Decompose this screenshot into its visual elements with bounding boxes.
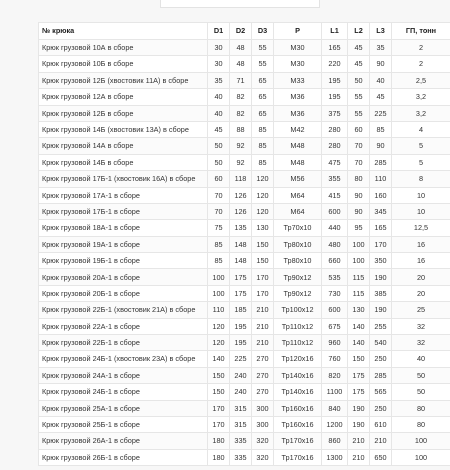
cell-p: Тр140х16 — [274, 384, 322, 400]
cell-capacity: 80 — [392, 400, 450, 416]
cell-p: Тр160х16 — [274, 416, 322, 432]
cell-l2: 55 — [348, 105, 370, 121]
cell-hook-name: Крюк грузовой 26Б-1 в сборе — [39, 449, 208, 465]
header-hook-number: № крюка — [39, 23, 208, 40]
cell-p: Тр90х12 — [274, 269, 322, 285]
cell-p: Тр170х16 — [274, 449, 322, 465]
cell-l1: 1300 — [322, 449, 348, 465]
cell-hook-name: Крюк грузовой 17Б-1 в сборе — [39, 203, 208, 219]
hooks-table — [38, 22, 450, 466]
cell-capacity: 4 — [392, 121, 450, 137]
cell-hook-name: Крюк грузовой 22А-1 в сборе — [39, 318, 208, 334]
cell-hook-name: Крюк грузовой 14Б (хвостовик 13А) в сборе — [39, 121, 208, 137]
cell-d3: 55 — [252, 56, 274, 72]
table-row — [39, 105, 450, 121]
header-d1: D1 — [208, 23, 230, 40]
cell-d2: 335 — [230, 449, 252, 465]
cell-l3: 160 — [370, 187, 392, 203]
cell-d2: 126 — [230, 203, 252, 219]
table-row — [39, 220, 450, 236]
cell-l2: 210 — [348, 449, 370, 465]
cell-p: Тр140х16 — [274, 367, 322, 383]
cell-d3: 65 — [252, 105, 274, 121]
cell-d2: 48 — [230, 40, 252, 56]
cell-capacity: 3,2 — [392, 105, 450, 121]
header-l1: L1 — [322, 23, 348, 40]
cell-l1: 600 — [322, 302, 348, 318]
cell-hook-name: Крюк грузовой 10Б в сборе — [39, 56, 208, 72]
cell-d2: 92 — [230, 138, 252, 154]
cell-d1: 100 — [208, 285, 230, 301]
cell-d2: 225 — [230, 351, 252, 367]
hooks-table-container — [38, 22, 450, 466]
table-row — [39, 302, 450, 318]
cell-d2: 148 — [230, 236, 252, 252]
cell-d1: 40 — [208, 105, 230, 121]
cell-l1: 675 — [322, 318, 348, 334]
cell-hook-name: Крюк грузовой 12Б (хвостовик 11А) в сборе — [39, 72, 208, 88]
cell-l1: 220 — [322, 56, 348, 72]
cell-capacity: 80 — [392, 416, 450, 432]
cell-hook-name: Крюк грузовой 17А-1 в сборе — [39, 187, 208, 203]
cell-hook-name: Крюк грузовой 20Б-1 в сборе — [39, 285, 208, 301]
cell-d3: 320 — [252, 433, 274, 449]
cell-p: Тр100х12 — [274, 302, 322, 318]
cell-capacity: 100 — [392, 449, 450, 465]
cell-p: Тр170х16 — [274, 433, 322, 449]
cell-hook-name: Крюк грузовой 14Б в сборе — [39, 154, 208, 170]
cell-l3: 210 — [370, 433, 392, 449]
cell-capacity: 10 — [392, 203, 450, 219]
cell-p: М36 — [274, 105, 322, 121]
cell-l2: 130 — [348, 302, 370, 318]
cell-l1: 760 — [322, 351, 348, 367]
cell-hook-name: Крюк грузовой 22Б-1 в сборе — [39, 335, 208, 351]
cell-l2: 150 — [348, 351, 370, 367]
top-tab — [160, 0, 320, 8]
cell-l2: 80 — [348, 171, 370, 187]
cell-d2: 92 — [230, 154, 252, 170]
cell-l3: 650 — [370, 449, 392, 465]
table-row — [39, 121, 450, 137]
cell-l1: 730 — [322, 285, 348, 301]
header-d2: D2 — [230, 23, 252, 40]
cell-l3: 350 — [370, 253, 392, 269]
cell-d3: 120 — [252, 187, 274, 203]
table-header-row — [39, 23, 450, 40]
cell-d2: 315 — [230, 400, 252, 416]
cell-d2: 88 — [230, 121, 252, 137]
cell-d3: 150 — [252, 253, 274, 269]
cell-d3: 120 — [252, 203, 274, 219]
cell-capacity: 20 — [392, 269, 450, 285]
cell-l2: 70 — [348, 138, 370, 154]
table-row — [39, 56, 450, 72]
cell-p: М33 — [274, 72, 322, 88]
cell-p: Тр160х16 — [274, 400, 322, 416]
cell-l2: 45 — [348, 56, 370, 72]
cell-l2: 210 — [348, 433, 370, 449]
cell-capacity: 2 — [392, 56, 450, 72]
cell-d1: 150 — [208, 367, 230, 383]
cell-capacity: 50 — [392, 367, 450, 383]
cell-capacity: 8 — [392, 171, 450, 187]
cell-d1: 180 — [208, 433, 230, 449]
cell-d3: 55 — [252, 40, 274, 56]
cell-l1: 415 — [322, 187, 348, 203]
cell-l2: 90 — [348, 203, 370, 219]
cell-l1: 820 — [322, 367, 348, 383]
cell-d3: 120 — [252, 171, 274, 187]
cell-d2: 82 — [230, 105, 252, 121]
cell-l3: 250 — [370, 400, 392, 416]
cell-hook-name: Крюк грузовой 17Б-1 (хвостовик 16А) в сборе — [39, 171, 208, 187]
cell-d3: 85 — [252, 138, 274, 154]
cell-l3: 610 — [370, 416, 392, 432]
cell-l2: 140 — [348, 318, 370, 334]
cell-d2: 315 — [230, 416, 252, 432]
cell-l1: 660 — [322, 253, 348, 269]
table-row — [39, 89, 450, 105]
table-row — [39, 253, 450, 269]
cell-d3: 65 — [252, 72, 274, 88]
cell-capacity: 32 — [392, 318, 450, 334]
cell-d3: 320 — [252, 449, 274, 465]
cell-l3: 110 — [370, 171, 392, 187]
cell-d3: 85 — [252, 154, 274, 170]
cell-capacity: 5 — [392, 154, 450, 170]
cell-d1: 85 — [208, 236, 230, 252]
cell-l1: 280 — [322, 121, 348, 137]
cell-d1: 30 — [208, 40, 230, 56]
table-row — [39, 40, 450, 56]
table-row — [39, 138, 450, 154]
cell-l3: 225 — [370, 105, 392, 121]
cell-p: Тр120х16 — [274, 351, 322, 367]
cell-capacity: 16 — [392, 253, 450, 269]
cell-l2: 95 — [348, 220, 370, 236]
cell-d3: 270 — [252, 384, 274, 400]
cell-hook-name: Крюк грузовой 25Б-1 в сборе — [39, 416, 208, 432]
cell-l2: 175 — [348, 384, 370, 400]
cell-l1: 195 — [322, 89, 348, 105]
cell-d2: 148 — [230, 253, 252, 269]
cell-capacity: 2 — [392, 40, 450, 56]
cell-d1: 75 — [208, 220, 230, 236]
cell-d2: 185 — [230, 302, 252, 318]
cell-l1: 600 — [322, 203, 348, 219]
cell-d3: 210 — [252, 302, 274, 318]
cell-d1: 70 — [208, 203, 230, 219]
table-row — [39, 367, 450, 383]
table-row — [39, 384, 450, 400]
cell-hook-name: Крюк грузовой 20А-1 в сборе — [39, 269, 208, 285]
cell-d2: 175 — [230, 269, 252, 285]
cell-p: М56 — [274, 171, 322, 187]
cell-l2: 100 — [348, 253, 370, 269]
cell-l2: 190 — [348, 400, 370, 416]
cell-l1: 355 — [322, 171, 348, 187]
cell-d3: 65 — [252, 89, 274, 105]
table-row — [39, 236, 450, 252]
cell-l1: 1100 — [322, 384, 348, 400]
table-row — [39, 449, 450, 465]
cell-d3: 85 — [252, 121, 274, 137]
cell-hook-name: Крюк грузовой 22Б-1 (хвостовик 21А) в сборе — [39, 302, 208, 318]
cell-capacity: 50 — [392, 384, 450, 400]
cell-hook-name: Крюк грузовой 25А-1 в сборе — [39, 400, 208, 416]
cell-p: М48 — [274, 154, 322, 170]
cell-hook-name: Крюк грузовой 19А-1 в сборе — [39, 236, 208, 252]
cell-l2: 115 — [348, 285, 370, 301]
header-d3: D3 — [252, 23, 274, 40]
cell-d1: 140 — [208, 351, 230, 367]
cell-d2: 82 — [230, 89, 252, 105]
cell-d1: 180 — [208, 449, 230, 465]
cell-d2: 195 — [230, 318, 252, 334]
cell-l2: 70 — [348, 154, 370, 170]
cell-capacity: 25 — [392, 302, 450, 318]
cell-l3: 165 — [370, 220, 392, 236]
cell-d3: 270 — [252, 367, 274, 383]
cell-hook-name: Крюк грузовой 12А в сборе — [39, 89, 208, 105]
cell-d3: 130 — [252, 220, 274, 236]
cell-d2: 48 — [230, 56, 252, 72]
cell-l1: 1200 — [322, 416, 348, 432]
cell-l3: 285 — [370, 367, 392, 383]
cell-hook-name: Крюк грузовой 24Б-1 в сборе — [39, 384, 208, 400]
cell-hook-name: Крюк грузовой 18А-1 в сборе — [39, 220, 208, 236]
header-l2: L2 — [348, 23, 370, 40]
cell-l3: 190 — [370, 269, 392, 285]
table-row — [39, 351, 450, 367]
cell-d2: 71 — [230, 72, 252, 88]
table-row — [39, 187, 450, 203]
cell-l3: 85 — [370, 121, 392, 137]
table-row — [39, 203, 450, 219]
cell-capacity: 3,2 — [392, 89, 450, 105]
cell-d1: 170 — [208, 416, 230, 432]
cell-l3: 540 — [370, 335, 392, 351]
cell-hook-name: Крюк грузовой 24А-1 в сборе — [39, 367, 208, 383]
cell-p: М30 — [274, 56, 322, 72]
cell-p: М30 — [274, 40, 322, 56]
table-row — [39, 318, 450, 334]
table-row — [39, 72, 450, 88]
cell-d1: 120 — [208, 318, 230, 334]
cell-d2: 118 — [230, 171, 252, 187]
cell-p: М64 — [274, 203, 322, 219]
cell-l3: 90 — [370, 138, 392, 154]
cell-l2: 190 — [348, 416, 370, 432]
cell-hook-name: Крюк грузовой 24Б-1 (хвостовик 23А) в сборе — [39, 351, 208, 367]
cell-d3: 210 — [252, 335, 274, 351]
cell-d1: 150 — [208, 384, 230, 400]
cell-l3: 170 — [370, 236, 392, 252]
cell-d2: 240 — [230, 384, 252, 400]
cell-d3: 300 — [252, 400, 274, 416]
cell-l3: 35 — [370, 40, 392, 56]
table-row — [39, 433, 450, 449]
cell-d1: 45 — [208, 121, 230, 137]
cell-l1: 280 — [322, 138, 348, 154]
cell-l2: 45 — [348, 40, 370, 56]
cell-capacity: 2,5 — [392, 72, 450, 88]
header-l3: L3 — [370, 23, 392, 40]
cell-d1: 170 — [208, 400, 230, 416]
cell-d1: 50 — [208, 138, 230, 154]
cell-capacity: 40 — [392, 351, 450, 367]
cell-l1: 535 — [322, 269, 348, 285]
cell-d2: 195 — [230, 335, 252, 351]
table-row — [39, 400, 450, 416]
cell-d1: 40 — [208, 89, 230, 105]
cell-d1: 120 — [208, 335, 230, 351]
cell-d2: 135 — [230, 220, 252, 236]
cell-l3: 250 — [370, 351, 392, 367]
cell-hook-name: Крюк грузовой 12Б в сборе — [39, 105, 208, 121]
cell-l1: 480 — [322, 236, 348, 252]
cell-l3: 40 — [370, 72, 392, 88]
cell-d2: 175 — [230, 285, 252, 301]
table-row — [39, 154, 450, 170]
cell-capacity: 12,5 — [392, 220, 450, 236]
cell-p: М48 — [274, 138, 322, 154]
cell-d1: 85 — [208, 253, 230, 269]
cell-hook-name: Крюк грузовой 14А в сборе — [39, 138, 208, 154]
cell-d2: 126 — [230, 187, 252, 203]
cell-d2: 240 — [230, 367, 252, 383]
cell-l3: 255 — [370, 318, 392, 334]
cell-d3: 210 — [252, 318, 274, 334]
cell-d1: 30 — [208, 56, 230, 72]
cell-d2: 335 — [230, 433, 252, 449]
cell-p: М36 — [274, 89, 322, 105]
cell-l2: 100 — [348, 236, 370, 252]
cell-d3: 170 — [252, 269, 274, 285]
cell-l2: 60 — [348, 121, 370, 137]
cell-l2: 50 — [348, 72, 370, 88]
cell-p: Тр110х12 — [274, 318, 322, 334]
cell-l2: 115 — [348, 269, 370, 285]
cell-d1: 110 — [208, 302, 230, 318]
cell-l3: 45 — [370, 89, 392, 105]
cell-l3: 285 — [370, 154, 392, 170]
cell-capacity: 5 — [392, 138, 450, 154]
cell-l3: 90 — [370, 56, 392, 72]
cell-l2: 140 — [348, 335, 370, 351]
cell-hook-name: Крюк грузовой 10А в сборе — [39, 40, 208, 56]
cell-p: Тр110х12 — [274, 335, 322, 351]
cell-l1: 440 — [322, 220, 348, 236]
cell-capacity: 20 — [392, 285, 450, 301]
cell-d1: 35 — [208, 72, 230, 88]
cell-l3: 190 — [370, 302, 392, 318]
cell-hook-name: Крюк грузовой 26А-1 в сборе — [39, 433, 208, 449]
header-p: P — [274, 23, 322, 40]
cell-capacity: 16 — [392, 236, 450, 252]
cell-d3: 300 — [252, 416, 274, 432]
table-row — [39, 335, 450, 351]
cell-p: М42 — [274, 121, 322, 137]
cell-l2: 55 — [348, 89, 370, 105]
cell-p: М64 — [274, 187, 322, 203]
cell-l1: 840 — [322, 400, 348, 416]
cell-capacity: 100 — [392, 433, 450, 449]
cell-d3: 170 — [252, 285, 274, 301]
cell-l3: 565 — [370, 384, 392, 400]
cell-l1: 165 — [322, 40, 348, 56]
cell-hook-name: Крюк грузовой 19Б-1 в сборе — [39, 253, 208, 269]
cell-capacity: 32 — [392, 335, 450, 351]
cell-l1: 375 — [322, 105, 348, 121]
cell-l3: 345 — [370, 203, 392, 219]
table-row — [39, 416, 450, 432]
table-row — [39, 269, 450, 285]
cell-p: Тр70х10 — [274, 220, 322, 236]
cell-l3: 385 — [370, 285, 392, 301]
cell-l2: 175 — [348, 367, 370, 383]
cell-p: Тр80х10 — [274, 236, 322, 252]
cell-d1: 50 — [208, 154, 230, 170]
cell-p: Тр80х10 — [274, 253, 322, 269]
cell-d1: 60 — [208, 171, 230, 187]
cell-p: Тр90х12 — [274, 285, 322, 301]
table-row — [39, 171, 450, 187]
cell-l1: 475 — [322, 154, 348, 170]
cell-l1: 195 — [322, 72, 348, 88]
header-capacity: ГП, тонн — [392, 23, 450, 40]
cell-d1: 100 — [208, 269, 230, 285]
cell-d1: 70 — [208, 187, 230, 203]
cell-l2: 90 — [348, 187, 370, 203]
cell-l1: 960 — [322, 335, 348, 351]
cell-capacity: 10 — [392, 187, 450, 203]
cell-d3: 150 — [252, 236, 274, 252]
cell-d3: 270 — [252, 351, 274, 367]
table-row — [39, 285, 450, 301]
cell-l1: 860 — [322, 433, 348, 449]
